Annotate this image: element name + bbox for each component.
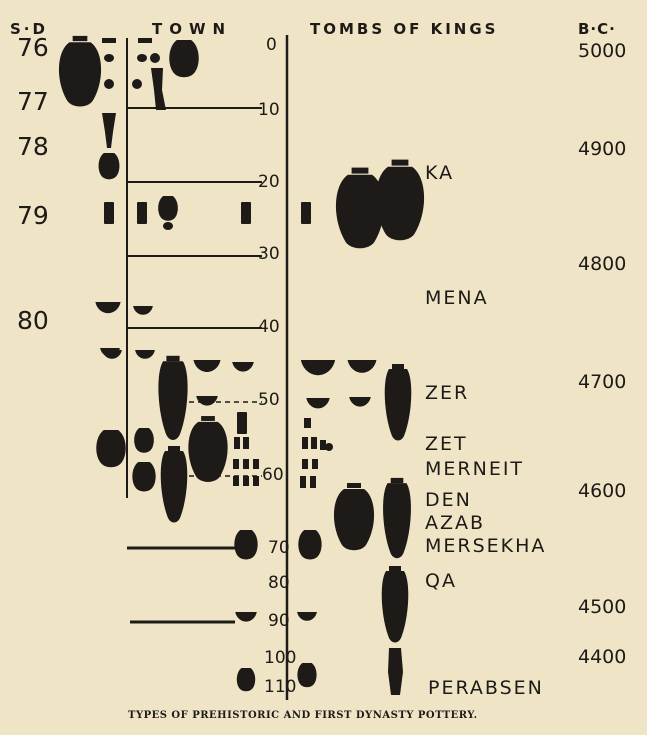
- sd-value: 80: [17, 306, 49, 335]
- bc-date: 4600: [578, 480, 627, 502]
- king-label: AZAB: [425, 512, 486, 534]
- scale-tick: 0: [266, 35, 277, 55]
- scale-tick: 60: [262, 465, 284, 485]
- scale-tick: 90: [268, 611, 290, 631]
- header-town: TOWN: [152, 20, 233, 38]
- header-bc: B·C·: [578, 20, 616, 38]
- scale-tick: 30: [258, 244, 280, 264]
- king-label: KA: [425, 162, 455, 184]
- bc-date: 4500: [578, 596, 627, 618]
- king-label: PERABSEN: [428, 677, 544, 699]
- king-label: MERNEIT: [425, 458, 525, 480]
- header-tombs-of-kings: TOMBS OF KINGS: [310, 20, 499, 38]
- sd-value: 76: [17, 33, 49, 62]
- header-sd: S·D: [10, 20, 48, 38]
- bc-date: 4800: [578, 253, 627, 275]
- bc-date: 4700: [578, 371, 627, 393]
- scale-tick: 10: [258, 100, 280, 120]
- sd-value: 78: [17, 132, 49, 161]
- king-label: ZER: [425, 382, 470, 404]
- scale-tick: 110: [264, 677, 297, 697]
- king-label: ZET: [425, 433, 468, 455]
- king-label: DEN: [425, 489, 472, 511]
- bc-date: 4900: [578, 138, 627, 160]
- king-label: MENA: [425, 287, 489, 309]
- sd-value: 77: [17, 87, 49, 116]
- scale-tick: 80: [268, 573, 290, 593]
- king-label: QA: [425, 570, 457, 592]
- bc-date: 4400: [578, 646, 627, 668]
- bc-date: 5000: [578, 40, 627, 62]
- plate-caption: TYPES OF PREHISTORIC AND FIRST DYNASTY POTTERY.: [128, 710, 478, 721]
- scale-tick: 40: [258, 317, 280, 337]
- scale-tick: 100: [264, 648, 297, 668]
- sd-value: 79: [17, 201, 49, 230]
- scale-tick: 70: [268, 538, 290, 558]
- king-label: MERSEKHA: [425, 535, 547, 557]
- scale-tick: 50: [258, 390, 280, 410]
- scale-tick: 20: [258, 172, 280, 192]
